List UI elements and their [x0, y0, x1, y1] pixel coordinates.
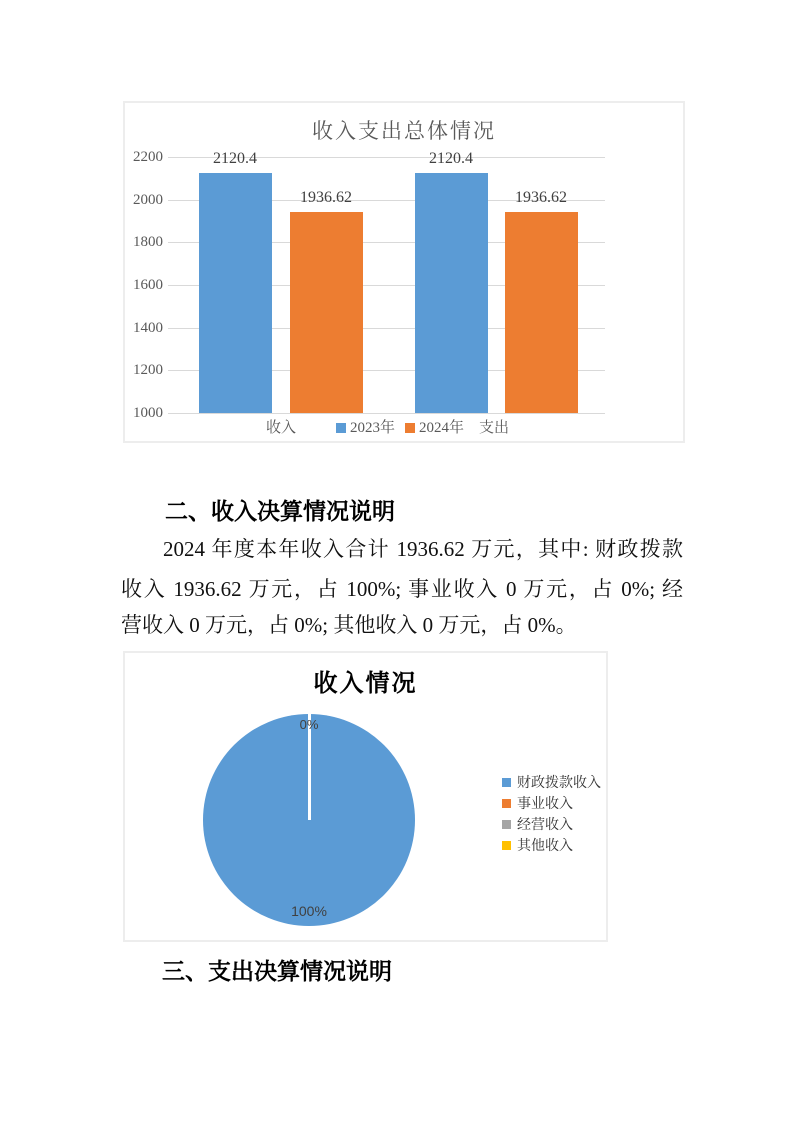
- y-axis-tick: 2000: [133, 192, 163, 208]
- legend-row-other-income: [502, 838, 601, 852]
- legend-label-commercial: 经营收入: [517, 818, 573, 833]
- pie-legend: [502, 775, 601, 852]
- data-label-income-2024: 1936.62: [300, 189, 352, 206]
- legend-swatch-2023: [336, 423, 346, 433]
- category-label-income: 收入: [265, 420, 296, 436]
- legend-label-2023: 2023年: [350, 420, 396, 436]
- bar-chart[interactable]: [123, 101, 685, 443]
- legend-swatch-business: [502, 799, 511, 808]
- legend-label-business: 事业收入: [517, 797, 573, 812]
- legend-row-fiscal-appropriation-income: [502, 775, 601, 789]
- pie-chart[interactable]: [123, 651, 608, 942]
- data-label-expenditure-2023: 2120.4: [429, 150, 473, 167]
- y-axis-tick: 2200: [133, 149, 163, 165]
- bar-expenditure-2023: [415, 173, 488, 413]
- legend-swatch-2024: [405, 423, 415, 433]
- bar-income-2024: [290, 212, 363, 413]
- y-axis-tick: 1800: [133, 234, 163, 250]
- section-heading-expenditure: 三、支出决算情况说明: [162, 958, 392, 984]
- legend-label-fiscal: 财政拨款收入: [517, 776, 601, 791]
- pie-chart-title: 收入情况: [313, 670, 418, 697]
- legend-row-operating-income: [502, 796, 601, 810]
- legend-label-2024: 2024年: [419, 420, 465, 436]
- y-axis-tick: 1000: [133, 405, 163, 421]
- data-label-income-2023: 2120.4: [213, 150, 257, 167]
- y-axis-tick: 1400: [133, 320, 163, 336]
- y-axis-tick: 1200: [133, 362, 163, 378]
- paragraph-line-2: 收入 1936.62 万元，占 100%; 事业收入 0 万元，占 0%; 经: [121, 577, 683, 601]
- legend-swatch-other: [502, 841, 511, 850]
- bar-expenditure-2024: [505, 212, 578, 413]
- paragraph-line-1: 2024 年度本年收入合计 1936.62 万元，其中: 财政拨款: [163, 537, 683, 561]
- data-label-expenditure-2024: 1936.62: [515, 189, 567, 206]
- bar-income-2023: [199, 173, 272, 413]
- category-label-expenditure: 支出: [478, 420, 509, 436]
- y-axis-tick: 1600: [133, 277, 163, 293]
- pie-label-0pct: 0%: [299, 717, 319, 732]
- paragraph-line-3: 营收入 0 万元，占 0%; 其他收入 0 万元，占 0%。: [121, 613, 577, 637]
- section-heading-income: 二、收入决算情况说明: [165, 498, 395, 524]
- bar-chart-title: 收入支出总体情况: [312, 119, 496, 143]
- gridline: [168, 413, 605, 414]
- legend-swatch-fiscal: [502, 778, 511, 787]
- legend-swatch-commercial: [502, 820, 511, 829]
- pie-label-100pct: 100%: [291, 903, 327, 919]
- legend-row-commercial-income: [502, 817, 601, 831]
- legend-label-other: 其他收入: [517, 839, 573, 854]
